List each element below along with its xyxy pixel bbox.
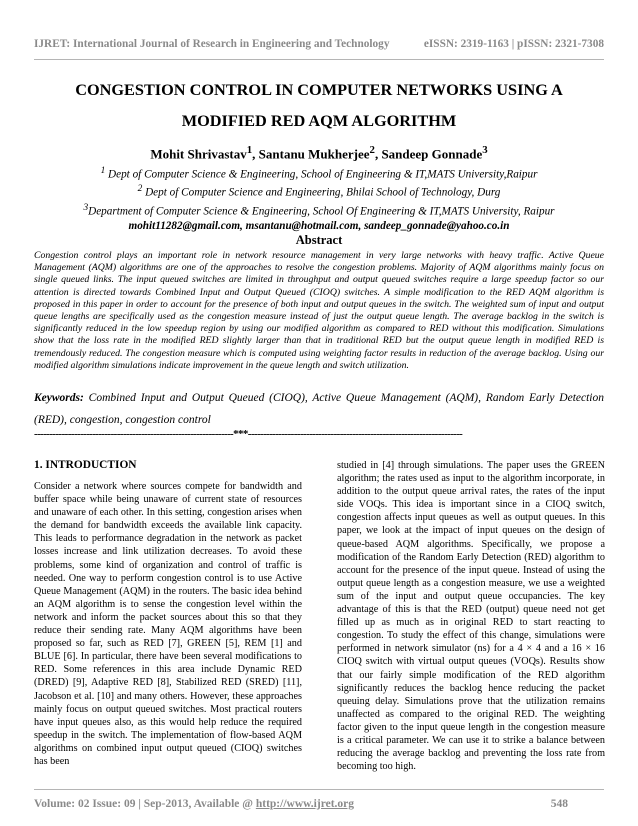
- affiliation-text: Dept of Computer Science and Engineering, Bhilai School of Technology, Durg: [142, 187, 501, 200]
- footer-volume-info: Volume: 02 Issue: 09 | Sep-2013, Available @: [34, 798, 256, 810]
- affiliation-line: [34, 182, 604, 200]
- affiliations: [34, 164, 604, 234]
- author-superscript: 1: [246, 144, 253, 156]
- affiliation-text: Department of Computer Science & Engineering, School Of Engineering & IT,MATS University, Raipur: [88, 205, 555, 218]
- author-superscript: 2: [369, 144, 375, 156]
- footer-rule: [34, 789, 604, 790]
- keywords-text: Combined Input and Output Queued (CIOQ), Active Queue Management (AQM), Random Early Detection (RED), congestion, congestion control: [34, 392, 604, 426]
- affiliation-line: [34, 164, 604, 182]
- affiliation-text: Dept of Computer Science & Engineering, School of Engineering & IT,MATS University,Raipur: [105, 168, 538, 181]
- title-line-2: MODIFIED RED AQM ALGORITHM: [181, 111, 457, 130]
- author-separator: ,: [374, 146, 382, 162]
- author-list: [34, 144, 604, 162]
- author-separator: ,: [252, 146, 259, 162]
- page-number: 548: [550, 798, 568, 810]
- author-name: Mohit Shrivastav: [150, 146, 247, 162]
- issn-info: eISSN: 2319-1163 | pISSN: 2321-7308: [423, 38, 604, 50]
- header-rule: [34, 59, 604, 60]
- author-superscript: 3: [482, 144, 488, 156]
- affiliation-line: [34, 201, 604, 219]
- title-line-1: CONGESTION CONTROL IN COMPUTER NETWORKS USING A: [75, 80, 563, 99]
- abstract-heading: Abstract: [295, 233, 343, 247]
- section-heading: 1. INTRODUCTION: [34, 459, 137, 471]
- keywords-label: Keywords:: [34, 392, 84, 404]
- author-name: Sandeep Gonnade: [381, 146, 483, 162]
- affiliation-superscript: 2: [137, 184, 143, 195]
- author-name: Santanu Mukherjee: [258, 146, 370, 162]
- running-header: [34, 38, 604, 50]
- section-divider: -----------------------------------------------------------------***----------------------------------------------------------------------: [34, 428, 463, 440]
- paper-title: [34, 74, 604, 136]
- body-paragraph: Consider a network where sources compete for bandwidth and buffer space while being unaware of current state of resources and unaware of each other. In this setting, congestion arises when the demand for bandwidth exceeds the available link capacity. This leads to performance degradation in the network as packet losses increase and link utilization decreases. To avoid these problems, some kind of organization and control of traffic is needed. One way to perform congestion control is to use Active Queue Management (AQM) in the routers. The basic idea behind an AQM algorithm is to sense the congestion level within the network and inform the packet sources about this so that they reduce their sending rate. Many AQM algorithms have been proposed so far, such as RED [7], GREEN [5], REM [1] and BLUE [6]. In particular, there have been several modifications to RED. Some references in this area include Dynamic RED (DRED) [9], Adaptive RED [8], Stabilized RED (SRED) [11], Jacobson et al. [10] and many others. However, these approaches mainly focus on output queued switches. Most practical routers have input queues also, as this would help reduce the required speedup in the switch. The implementation of flow-based AQM algorithms on combined input output queued (CIOQ) switches has been: [34, 481, 302, 767]
- affiliation-superscript: 1: [100, 166, 106, 176]
- keywords: [34, 388, 604, 431]
- left-column: [34, 455, 302, 768]
- author-emails: mohit11282@gmail.com, msantanu@hotmail.com, sandeep_gonnade@yahoo.co.in: [128, 219, 510, 232]
- right-column: [337, 459, 605, 773]
- body-paragraph: studied in [4] through simulations. The paper uses the GREEN algorithm; the rates used as input to the algorithm incorporate, in addition to the output queue arrival rates, the rates of the input side VOQs. This idea is important since in a CIOQ switch, congestion affects input queues as well as output queues. In this paper, we look at the impact of input queues on the design of queue-based AQM algorithms. Specifically, we propose a modification of the Random Early Detection (RED) algorithm to account for the presence of the input queue. Instead of using the output queue length as a congestion measure, we use a weighted sum of the input and output queue occupancies. The key advantage of this is that the RED (output) queue need not get filled up as much as in original RED to start reacting to congestion. To study the effect of this change, simulations were performed in network simulator (ns) for a 4 × 4 and a 16 × 16 CIOQ switch with virtual output queues (VOQs). Results show that our fairly simple modification of the RED algorithm significantly reduces the backlog hence reducing the packet queuing delay. Simulations prove that the utilization remains unaffected as compared to the original RED. The weighting factor given to the input queue length in the congestion measure is a critical parameter. We can use it to strike a balance between reducing the average backlog and preventing the loss rate from becoming too high.: [337, 460, 605, 773]
- running-footer: [34, 798, 604, 810]
- journal-name: IJRET: International Journal of Research in Engineering and Technology: [34, 38, 390, 50]
- abstract-text: Congestion control plays an important role in network resource management in very large networks with heavy traffic. Active Queue Management (AQM) algorithms are one of the approaches to resolve the congestion problems. Majority of AQM algorithms mainly focus on single queued links. The input queued switches are limited in throughput and output queued switches require a large speedup factor so our attention is directed towards Combined Input and Output Queued (CIOQ) switches. A simple modification to the RED AQM algorithm is proposed in this paper in order to account for the presence of both input and output queues in the switch. The weighted sum of input and output queue lengths are specifically used as the congestion measure instead of just the output queue length. The average backlog in the switch is significantly reduced in the low speedup region by using our modified algorithm as compared to RED without this modification. Simulations show that the loss rate in the modified RED slightly larger than that in traditional RED but the output queue length in modified RED is tremendously reduced. The congestion measure which is computed using weighting factor results in reduction of the average backlog. Using our modified algorithm simulations indicate improvement in the queue length and switch utilization.: [34, 250, 604, 371]
- journal-website-link[interactable]: http://www.ijret.org: [255, 798, 355, 810]
- affiliation-superscript: 3: [83, 202, 89, 213]
